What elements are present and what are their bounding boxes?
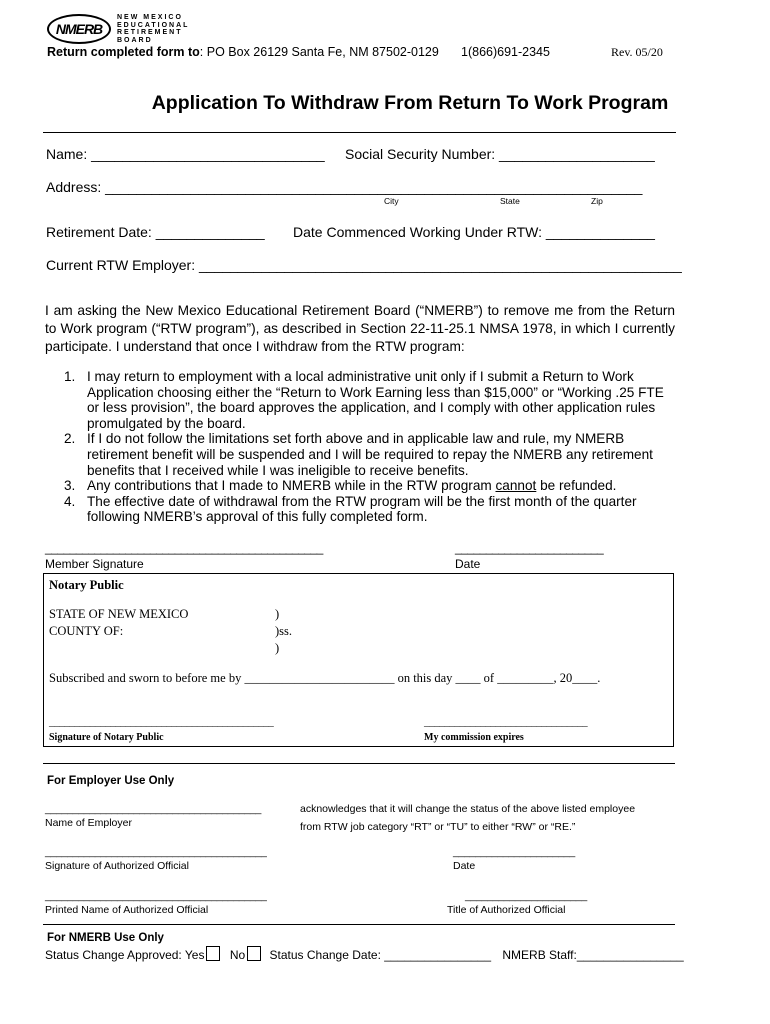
logo-text	[117, 14, 189, 44]
revision: Rev. 05/20	[611, 45, 663, 59]
item-text: I may return to employment with a local administrative unit only if I submit a Return to Work Application choosing either the “Return to Work Earning less than $15,000” or “Working .25 FTE or less provision”, the board approves the application, and I comply with other application rules promulgated by the board.	[87, 369, 664, 431]
employer-heading: For Employer Use Only	[47, 775, 175, 787]
printed-name-label: Printed Name of Authorized Official	[45, 904, 209, 916]
notary-paren: )	[275, 641, 280, 655]
notary-ss: )ss.	[275, 624, 293, 638]
official-title-line[interactable]: ______________________	[465, 890, 587, 902]
state-label: State	[500, 196, 520, 206]
conditions-list	[45, 369, 675, 525]
item-number: 2.	[64, 431, 76, 447]
commission-line[interactable]: ________________________________	[424, 716, 588, 728]
item-text-before: Any contributions that I made to NMERB while in the RTW program	[87, 478, 496, 494]
official-date-line[interactable]: ______________________	[453, 846, 575, 858]
employer-ack-2: from RTW job category “RT” or “TU” to either “RW” or “RE.”	[300, 821, 576, 833]
status-approved-label: Status Change Approved: Yes	[45, 948, 205, 962]
item-number: 3.	[64, 478, 76, 494]
commission-label: My commission expires	[424, 732, 524, 743]
list-item	[45, 494, 675, 525]
intro-paragraph: I am asking the New Mexico Educational Retirement Board (“NMERB”) to remove me from the Return to Work program (“RTW program”), as described in Section 22-11-25.1 NMSA 1978, in which I currently participate. I understand that once I withdraw from the RTW program:	[45, 303, 675, 354]
employer-name-label: Name of Employer	[45, 817, 132, 829]
official-title-label: Title of Authorized Official	[447, 904, 566, 916]
logo-line: EDUCATIONAL	[117, 21, 190, 29]
date-commenced-field[interactable]: Date Commenced Working Under RTW: ______________	[293, 224, 655, 240]
nmerb-heading: For NMERB Use Only	[47, 932, 164, 944]
notary-state: STATE OF NEW MEXICO	[49, 607, 189, 621]
address-field[interactable]: Address: _____________________________________________________________________	[46, 179, 643, 195]
status-change-date[interactable]: Status Change Date: ________________	[269, 948, 492, 962]
notary-subscribed[interactable]: Subscribed and sworn to before me by ________________________ on this day ____ of _________, 20____.	[49, 671, 601, 685]
item-text-after: be refunded.	[536, 478, 617, 494]
list-item	[45, 478, 675, 494]
nmerb-logo	[47, 12, 190, 46]
employer-name-line[interactable]: _______________________________________	[45, 803, 262, 815]
logo-line: RETIREMENT	[117, 29, 183, 36]
return-label: Return completed form to	[47, 45, 200, 59]
city-label: City	[384, 196, 399, 206]
logo-mark: NMERB	[47, 14, 111, 44]
member-date-line[interactable]: ________________________	[455, 541, 604, 555]
ssn-field[interactable]: Social Security Number: ____________________	[345, 146, 655, 162]
phone-number: 1(866)691-2345	[461, 45, 550, 59]
list-item	[45, 431, 675, 478]
item-number: 4.	[64, 493, 76, 509]
item-text	[72, 478, 675, 494]
official-signature-label: Signature of Authorized Official	[45, 860, 189, 872]
notary-paren: )	[275, 607, 280, 621]
logo-line: BOARD	[117, 36, 153, 44]
item-text: The effective date of withdrawal from the RTW program will be the first month of the quarter following NMERB’s approval of this fully completed form.	[87, 493, 637, 525]
nmerb-staff[interactable]: NMERB Staff:________________	[502, 948, 684, 962]
member-date-label: Date	[455, 557, 481, 571]
nmerb-rule	[43, 924, 675, 925]
item-text-emphasis: cannot	[495, 478, 537, 494]
employer-rule	[43, 763, 675, 764]
list-item	[45, 369, 675, 431]
page-title: Application To Withdraw From Return To Work Program	[151, 92, 669, 114]
item-number: 1.	[64, 369, 76, 384]
official-date-label: Date	[453, 860, 476, 872]
printed-name-line[interactable]: ________________________________________	[45, 890, 267, 902]
return-address-text: : PO Box 26129 Santa Fe, NM 87502-0129	[199, 45, 439, 59]
status-approved-row	[45, 946, 684, 962]
employer-ack-1: acknowledges that it will change the status of the above listed employee	[300, 803, 636, 815]
notary-signature-line[interactable]: ____________________________________________	[49, 716, 274, 728]
employer-field[interactable]: Current RTW Employer: ______________________________________________________________	[46, 257, 682, 273]
logo-line: NEW MEXICO	[117, 14, 183, 21]
title-rule	[43, 132, 676, 133]
retirement-date-field[interactable]: Retirement Date: ______________	[46, 224, 265, 240]
notary-heading: Notary Public	[49, 578, 124, 592]
official-signature-line[interactable]: ________________________________________	[45, 846, 267, 858]
member-signature-label: Member Signature	[45, 557, 144, 571]
zip-label: Zip	[591, 196, 603, 206]
name-field[interactable]: Name: ______________________________	[46, 146, 325, 162]
member-signature-line[interactable]: _____________________________________________	[45, 541, 323, 555]
no-label: No	[229, 948, 246, 962]
no-checkbox[interactable]	[247, 946, 261, 961]
return-address	[47, 45, 439, 59]
yes-checkbox[interactable]	[206, 946, 220, 961]
item-text: If I do not follow the limitations set forth above and in applicable law and rule, my NMERB retirement benefit will be suspended and I will be required to repay the NMERB any retirement benefits that I received while I was ineligible to receive benefits.	[87, 431, 653, 478]
notary-county: COUNTY OF:	[49, 624, 124, 638]
notary-signature-label: Signature of Notary Public	[49, 732, 164, 743]
